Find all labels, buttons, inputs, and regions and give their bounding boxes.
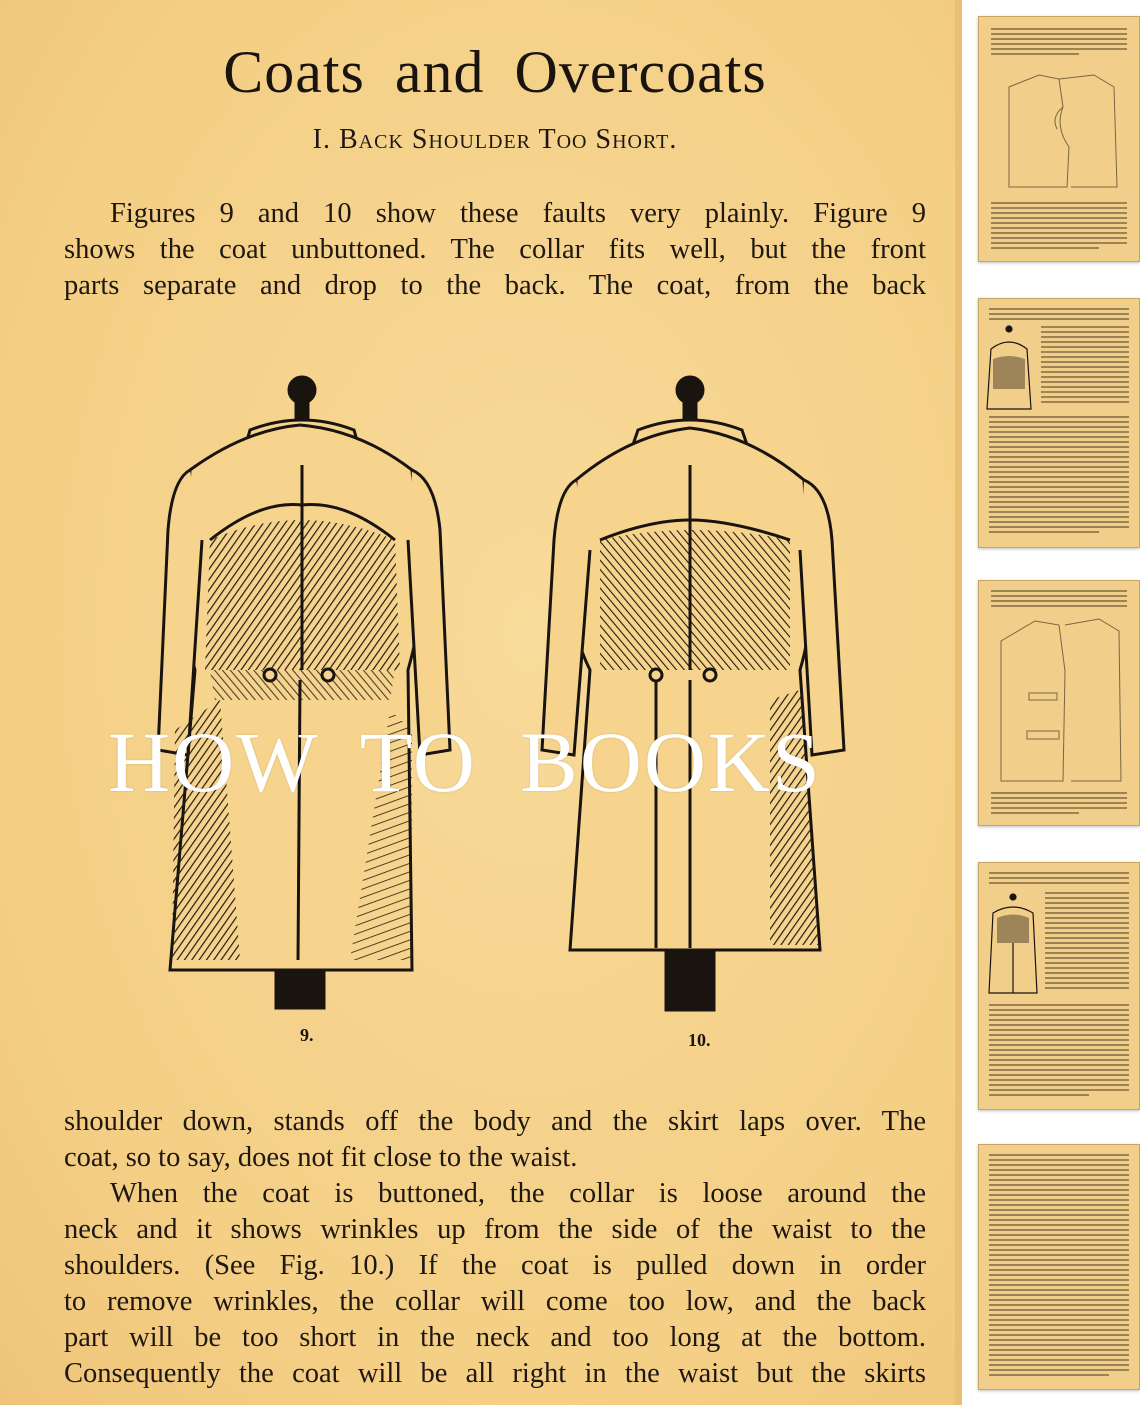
text-line: Consequently the coat will be all right in the waist but the skirts [64,1358,926,1389]
text-line: shoulders. (See Fig. 10.) If the coat is pulled down in order [64,1250,926,1281]
text-line: Figures 9 and 10 show these faults very plainly. Figure 9 [110,198,926,229]
figure-9-drawing [158,377,450,1008]
page-thumb-figure-back[interactable] [978,298,1140,548]
thumbnail-preview [979,863,1139,1109]
paragraph-1 [64,196,926,304]
page-thumb-pattern-pocket[interactable] [978,580,1140,826]
thumbnail-preview [979,299,1139,547]
figure-10-drawing [542,377,844,1010]
page-thumb-text[interactable] [978,1144,1140,1390]
text-line: parts separate and drop to the back. The coat, from the back [64,270,926,301]
page-thumb-figure-overcoat[interactable] [978,862,1140,1110]
thumbnail-preview [979,17,1139,261]
figure-label-10: 10. [688,1030,711,1050]
text-line: to remove wrinkles, the collar will come too low, and the back [64,1286,926,1317]
text-line: When the coat is buttoned, the collar is loose around the [110,1178,926,1209]
watermark-text: HOW TO BOOKS [108,714,822,810]
text-line: coat, so to say, does not fit close to the waist. [64,1142,578,1173]
text-line: shoulder down, stands off the body and the skirt laps over. The [64,1106,926,1137]
page-thumb-pattern-front[interactable] [978,16,1140,262]
page-title: Coats and Overcoats [223,39,767,105]
figure-label-9: 9. [300,1025,314,1045]
paragraph-3 [64,1176,926,1392]
thumbnail-preview [979,581,1139,825]
text-line: shows the coat unbuttoned. The collar fits well, but the front [64,234,926,265]
section-heading: I. Back Shoulder Too Short. [312,124,678,155]
text-line: part will be too short in the neck and too long at the bottom. [64,1322,926,1353]
paragraph-2 [64,1104,926,1176]
text-line: neck and it shows wrinkles up from the side of the waist to the [64,1214,926,1245]
page-edge [955,0,962,1405]
page-thumbnail-strip [968,0,1140,1405]
thumbnail-preview [979,1145,1139,1389]
